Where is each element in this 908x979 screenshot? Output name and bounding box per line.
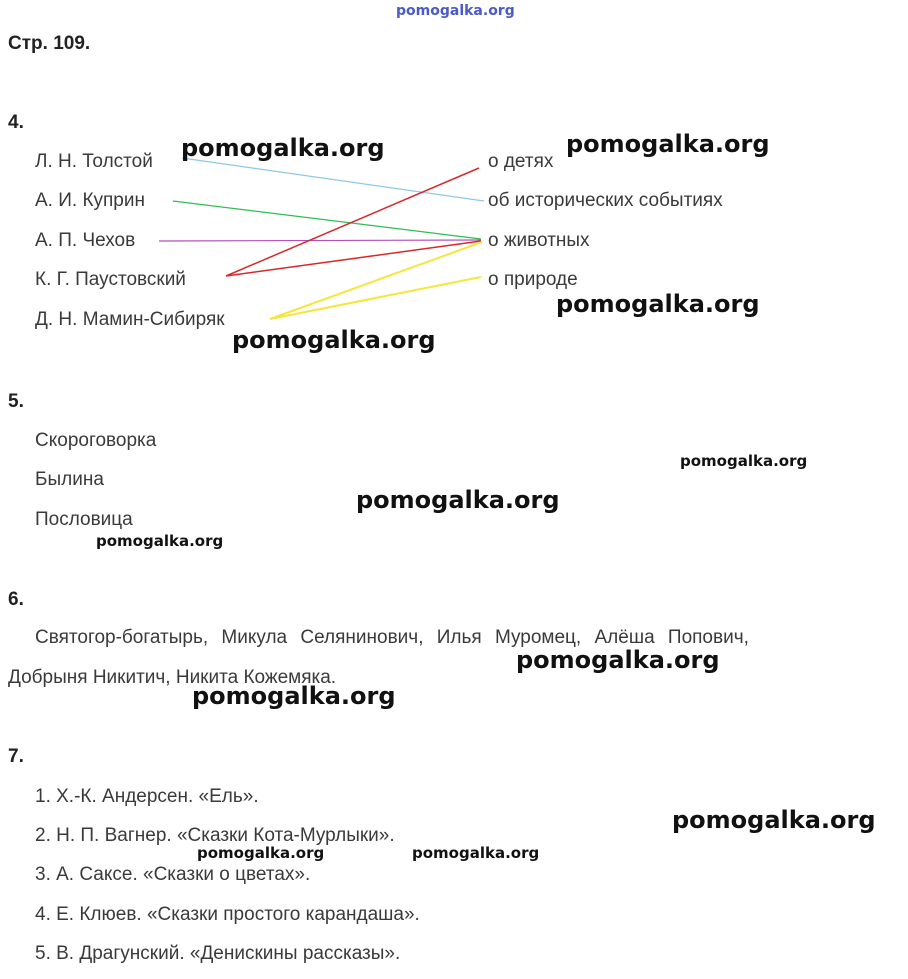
line-chekhov-animals xyxy=(159,240,481,241)
task7-item-1: 1. Х.-К. Андерсен. «Ель». xyxy=(35,786,259,807)
task7-item-5: 5. В. Драгунский. «Денискины рассказы». xyxy=(35,943,401,964)
topic-children: о детях xyxy=(488,151,554,172)
watermark: pomogalka.org xyxy=(197,844,325,862)
task5-item-3: Пословица xyxy=(35,509,133,530)
watermark: pomogalka.org xyxy=(672,806,876,834)
task7-item-2: 2. Н. П. Вагнер. «Сказки Кота-Мурлыки». xyxy=(35,825,395,846)
task5-number: 5. xyxy=(8,391,24,412)
watermark: pomogalka.org xyxy=(232,326,436,354)
watermark: pomogalka.org xyxy=(556,290,760,318)
task4-number: 4. xyxy=(8,112,24,133)
topic-animals: о животных xyxy=(488,230,590,251)
page-title: Стр. 109. xyxy=(8,33,91,54)
line-tolstoy-history xyxy=(182,158,484,201)
watermark: pomogalka.org xyxy=(566,130,770,158)
task7-item-4: 4. Е. Клюев. «Сказки простого карандаша». xyxy=(35,904,420,925)
line-paustovsky-animals xyxy=(226,241,481,276)
watermark: pomogalka.org xyxy=(192,682,396,710)
author-paustovsky: К. Г. Паустовский xyxy=(35,269,186,290)
watermark: pomogalka.org xyxy=(356,486,560,514)
task6-line-1: Святогор-богатырь, Микула Селянинович, Илья Муромец, Алёша Попович, xyxy=(35,627,749,648)
top-watermark: pomogalka.org xyxy=(396,3,515,19)
watermark: pomogalka.org xyxy=(412,844,540,862)
watermark: pomogalka.org xyxy=(680,452,808,470)
task7-number: 7. xyxy=(8,746,24,767)
line-paustovsky-children xyxy=(226,168,479,276)
author-kuprin: А. И. Куприн xyxy=(35,190,145,211)
watermark: pomogalka.org xyxy=(96,532,224,550)
topic-nature: о природе xyxy=(488,269,578,290)
author-mamin-sibiryak: Д. Н. Мамин-Сибиряк xyxy=(35,309,225,330)
line-mamin-animals xyxy=(270,242,482,319)
task5-item-2: Былина xyxy=(35,469,104,490)
watermark: pomogalka.org xyxy=(516,646,720,674)
topic-history: об исторических событиях xyxy=(488,190,723,211)
task6-number: 6. xyxy=(8,589,24,610)
task5-item-1: Скороговорка xyxy=(35,430,157,451)
task6-line-2: Добрыня Никитич, Никита Кожемяка. xyxy=(8,667,337,688)
task7-item-3: 3. А. Саксе. «Сказки о цветах». xyxy=(35,864,311,885)
line-mamin-nature xyxy=(270,277,481,319)
author-chekhov: А. П. Чехов xyxy=(35,230,136,251)
author-tolstoy: Л. Н. Толстой xyxy=(35,151,153,172)
watermark: pomogalka.org xyxy=(181,134,385,162)
